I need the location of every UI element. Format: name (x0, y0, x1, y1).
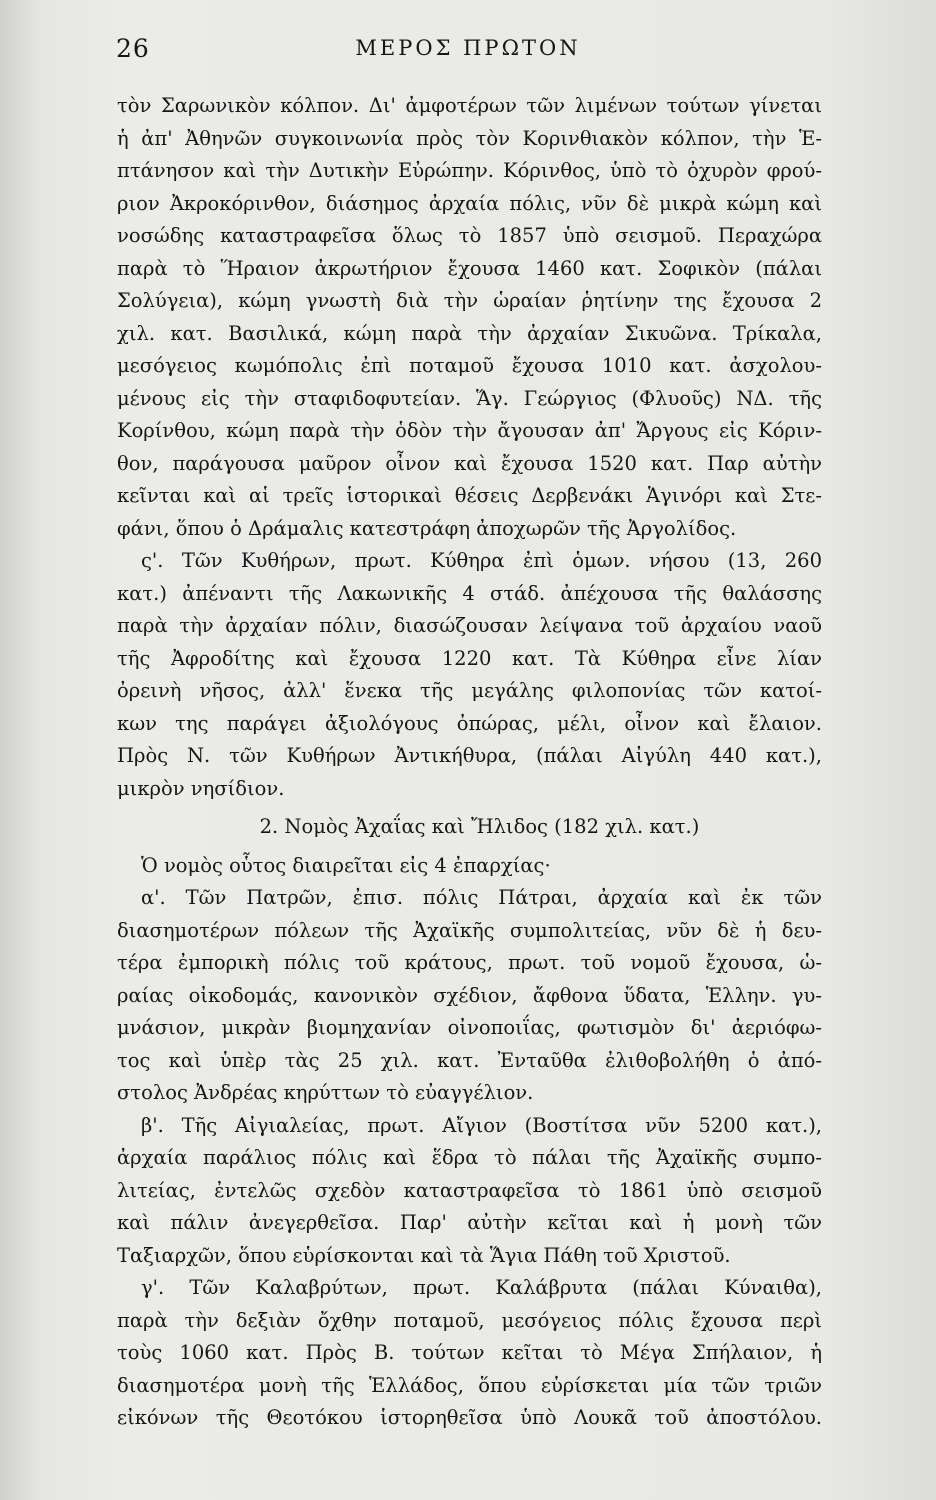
text-line: ἀρχαία παράλιος πόλις καὶ ἕδρα τὸ πάλαι τῆς Ἀχαϊκῆς συμπο- (117, 1146, 822, 1169)
text-line: διασημοτέρων πόλεων τῆς Ἀχαϊκῆς συμπολιτείας, νῦν δὲ ἡ δευ- (117, 918, 822, 942)
text-line: α'. Τῶν Πατρῶν, ἐπισ. πόλις Πάτραι, ἀρχαία καὶ ἐκ τῶν (141, 886, 822, 909)
body-text (117, 90, 822, 1435)
text-line: ἡ ἀπ' Ἀθηνῶν συγκοινωνία πρὸς τὸν Κορινθιακὸν κόλπον, τὴν Ἑ- (117, 126, 822, 150)
text-line: κεῖνται καὶ αἱ τρεῖς ἱστορικαὶ θέσεις Δερβενάκι Ἁγινόρι καὶ Στε- (117, 484, 822, 507)
text-line: μνάσιον, μικρὰν βιομηχανίαν οἰνοποιΐας, φωτισμὸν δι' ἀεριόφω- (117, 1016, 822, 1039)
text-line: Πρὸς Ν. τῶν Κυθήρων Ἀντικήθυρα, (πάλαι Αἰγύλη 440 κατ.), (117, 744, 822, 767)
text-line: διασημοτέρα μονὴ τῆς Ἑλλάδος, ὅπου εὑρίσκεται μία τῶν τριῶν (117, 1373, 822, 1397)
text-line: τῆς Ἀφροδίτης καὶ ἔχουσα 1220 κατ. Τὰ Κύθηρα εἶνε λίαν (117, 646, 822, 670)
text-line: μεσόγειος κωμόπολις ἐπὶ ποταμοῦ ἔχουσα 1010 κατ. ἀσχολου- (117, 354, 822, 377)
text-line: Ταξιαρχῶν, ὅπου εὑρίσκονται καὶ τὰ Ἅγια Πάθη τοῦ Χριστοῦ. (117, 1243, 731, 1267)
text-line: εἰκόνων τῆς Θεοτόκου ἱστορηθεῖσα ὑπὸ Λουκᾶ τοῦ ἀποστόλου. (117, 1406, 822, 1429)
text-line: τοὺς 1060 κατ. Πρὸς Β. τούτων κεῖται τὸ Μέγα Σπήλαιον, ἡ (117, 1341, 822, 1364)
text-line: παρὰ τὴν δεξιὰν ὄχθην ποταμοῦ, μεσόγειος πόλις ἔχουσα περὶ (117, 1308, 822, 1332)
text-line: λιτείας, ἐντελῶς σχεδὸν καταστραφεῖσα τὸ 1861 ὑπὸ σεισμοῦ (117, 1178, 822, 1202)
text-line: Κορίνθου, κώμη παρὰ τὴν ὁδὸν τὴν ἄγουσαν ἀπ' Ἄργους εἰς Κόριν- (117, 419, 822, 442)
text-line: καὶ πάλιν ἀνεγερθεῖσα. Παρ' αὐτὴν κεῖται καὶ ἡ μονὴ τῶν (117, 1211, 822, 1234)
section-heading: 2. Νομὸς Ἀχαΐας καὶ Ἤλιδος (182 χιλ. κατ.) (259, 815, 700, 838)
text-line: χιλ. κατ. Βασιλικά, κώμη παρὰ τὴν ἀρχαίαν Σικυῶνα. Τρίκαλα, (117, 321, 822, 345)
text-line: νοσώδης καταστραφεῖσα ὅλως τὸ 1857 ὑπὸ σεισμοῦ. Περαχώρα (117, 224, 822, 247)
text-line: κων της παράγει ἀξιολόγους ὀπώρας, μέλι, οἶνον καὶ ἔλαιον. (117, 711, 822, 735)
text-line: β'. Τῆς Αἰγιαλείας, πρωτ. Αἴγιον (Βοστίτσα νῦν 5200 κατ.), (141, 1113, 822, 1137)
text-line: θον, παράγουσα μαῦρον οἶνον καὶ ἔχουσα 1520 κατ. Παρ αὐτὴν (117, 451, 822, 475)
text-line: πτάνησον καὶ τὴν Δυτικὴν Εὐρώπην. Κόρινθος, ὑπὸ τὸ ὀχυρὸν φρού- (117, 159, 822, 182)
text-line: ριον Ἀκροκόρινθον, διάσημος ἀρχαία πόλις, νῦν δὲ μικρὰ κώμη καὶ (117, 191, 822, 215)
running-title: ΜΕΡΟΣ ΠΡΩΤΟΝ (355, 36, 581, 60)
text-line: μένους εἰς τὴν σταφιδοφυτείαν. Ἅγ. Γεώργιος (Φλυοῦς) ΝΔ. τῆς (117, 386, 822, 410)
page-header (0, 34, 936, 74)
text-line: ς'. Τῶν Κυθήρων, πρωτ. Κύθηρα ἐπὶ ὁμων. νήσου (13, 260 (141, 549, 822, 572)
text-line: τος καὶ ὑπὲρ τὰς 25 χιλ. κατ. Ἐνταῦθα ἐλιθοβολήθη ὁ ἀπό- (117, 1048, 822, 1072)
text-line: ραίας οἰκοδομάς, κανονικὸν σχέδιον, ἄφθονα ὕδατα, Ἑλλην. γυ- (117, 983, 822, 1007)
text-line: παρὰ τὴν ἀρχαίαν πόλιν, διασώζουσαν λείψανα τοῦ ἀρχαίου ναοῦ (117, 614, 822, 637)
text-line: Σολύγεια), κώμη γνωστὴ διὰ τὴν ὡραίαν ῥητίνην της ἔχουσα 2 (117, 289, 822, 312)
text-line: γ'. Τῶν Καλαβρύτων, πρωτ. Καλάβρυτα (πάλαι Κύναιθα), (141, 1276, 822, 1299)
text-line: φάνι, ὅπου ὁ Δράμαλις κατεστράφη ἀποχωρῶν τῆς Ἀργολίδος. (117, 516, 737, 540)
text-line: τέρα ἐμπορικὴ πόλις τοῦ κράτους, πρωτ. τοῦ νομοῦ ἔχουσα, ὡ- (117, 951, 822, 974)
text-line: κατ.) ἀπέναντι τῆς Λακωνικῆς 4 στάδ. ἀπέχουσα τῆς θαλάσσης (117, 581, 822, 605)
text-line: Ὁ νομὸς οὗτος διαιρεῖται εἰς 4 ἐπαρχίας· (141, 853, 551, 877)
text-line: παρὰ τὸ Ἥραιον ἀκρωτήριον ἔχουσα 1460 κατ. Σοφικὸν (πάλαι (117, 256, 822, 280)
text-line: ὀρεινὴ νῆσος, ἀλλ' ἕνεκα τῆς μεγάλης φιλοπονίας τῶν κατοί- (117, 679, 822, 702)
text-line: τὸν Σαρωνικὸν κόλπον. Δι' ἀμφοτέρων τῶν λιμένων τούτων γίνεται (117, 94, 822, 117)
text-line: μικρὸν νησίδιον. (117, 776, 285, 800)
page-number: 26 (116, 34, 150, 63)
text-line: στολος Ἀνδρέας κηρύττων τὸ εὐαγγέλιον. (117, 1081, 534, 1104)
